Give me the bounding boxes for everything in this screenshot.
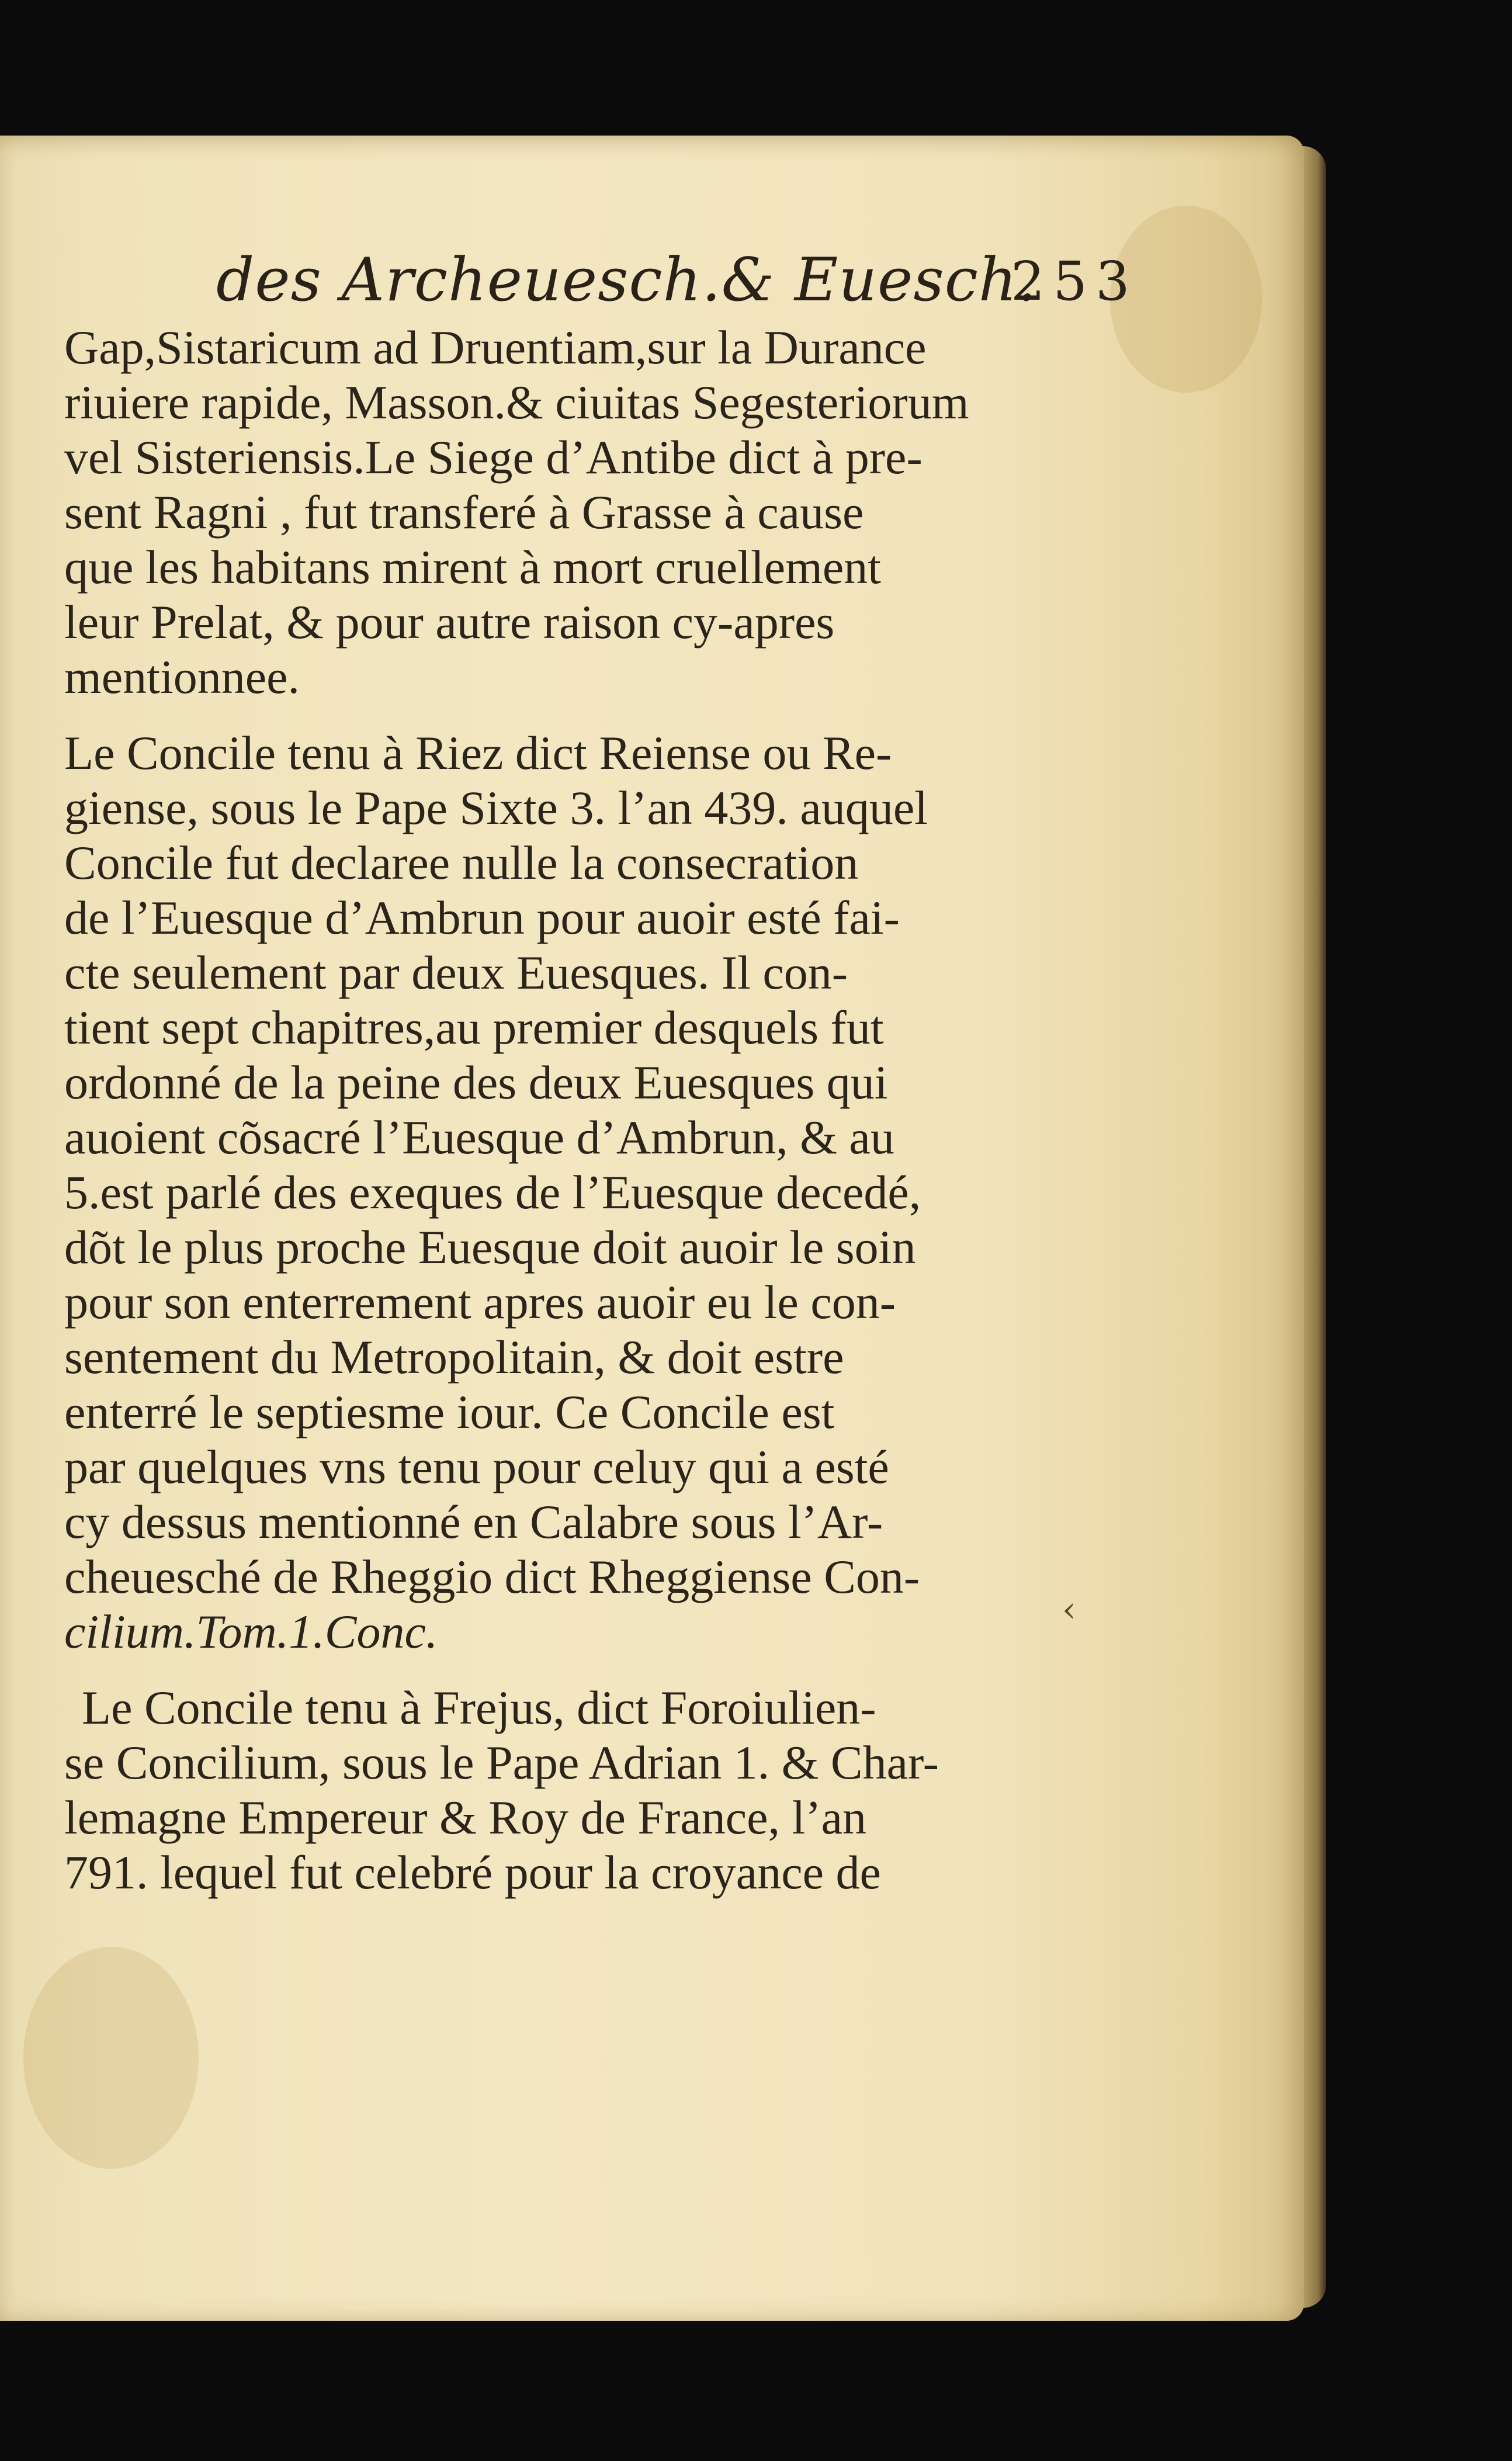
running-title: des Archeuesch.& Euesch. [216, 245, 1037, 315]
text-line: ordonné de la peine des deux Euesques qui [64, 1056, 888, 1109]
text-line: cheuesché de Rheggio dict Rheggiense Con- [64, 1550, 920, 1603]
body-text [64, 320, 1046, 1900]
text-line: Le Concile tenu à Riez dict Reiense ou Re- [64, 726, 892, 779]
paragraph-gap [64, 1659, 1046, 1680]
margin-mark: ‹ [1062, 1589, 1076, 1630]
text-line: riuiere rapide, Masson.& ciuitas Segesteriorum [64, 376, 969, 429]
text-line: Gap,Sistaricum ad Druentiam,sur la Durance [64, 321, 927, 374]
text-line: que les habitans mirent à mort cruellement [64, 540, 882, 594]
text-line: sent Ragni , fut transferé à Grasse à cause [64, 486, 864, 539]
page-number: 253 [1011, 250, 1138, 313]
text-line: Concile fut declaree nulle la consecration [64, 836, 859, 889]
text-line: pour son enterrement apres auoir eu le con- [64, 1275, 896, 1329]
text-line: leur Prelat, & pour autre raison cy-apres [64, 595, 835, 649]
text-line: giense, sous le Pape Sixte 3. l’an 439. auquel [64, 781, 928, 834]
text-line: 791. lequel fut celebré pour la croyance de [64, 1846, 881, 1899]
text-line: auoient cõsacré l’Euesque d’Ambrun, & au [64, 1111, 894, 1164]
text-line: sentement du Metropolitain, & doit estre [64, 1330, 844, 1384]
page-header [216, 245, 1138, 327]
text-line: Le Concile tenu à Frejus, dict Foroiulien- [82, 1681, 876, 1734]
text-line: lemagne Empereur & Roy de France, l’an [64, 1791, 866, 1844]
text-line: mentionnee. [64, 650, 300, 703]
text-line: dõt le plus proche Euesque doit auoir le soin [64, 1221, 916, 1274]
text-line: 5.est parlé des exeques de l’Euesque decedé, [64, 1166, 921, 1219]
text-line: cy dessus mentionné en Calabre sous l’Ar- [64, 1495, 883, 1548]
text-line: cilium.Tom.1.Conc. [64, 1605, 438, 1658]
paper-stain [23, 1947, 199, 2169]
text-line: vel Sisteriensis.Le Siege d’Antibe dict à pre- [64, 431, 923, 484]
paragraph-gap [64, 705, 1046, 726]
text-line: par quelques vns tenu pour celuy qui a esté [64, 1440, 889, 1493]
paragraph [64, 726, 1046, 1659]
paragraph [64, 320, 1046, 705]
text-line: cte seulement par deux Euesques. Il con- [64, 946, 848, 999]
text-line: tient sept chapitres,au premier desquels fut [64, 1001, 884, 1054]
text-line: enterré le septiesme iour. Ce Concile est [64, 1385, 835, 1439]
text-line: se Concilium, sous le Pape Adrian 1. & Char- [64, 1736, 939, 1789]
text-line: de l’Euesque d’Ambrun pour auoir esté fai- [64, 891, 900, 944]
paragraph [64, 1680, 1046, 1900]
